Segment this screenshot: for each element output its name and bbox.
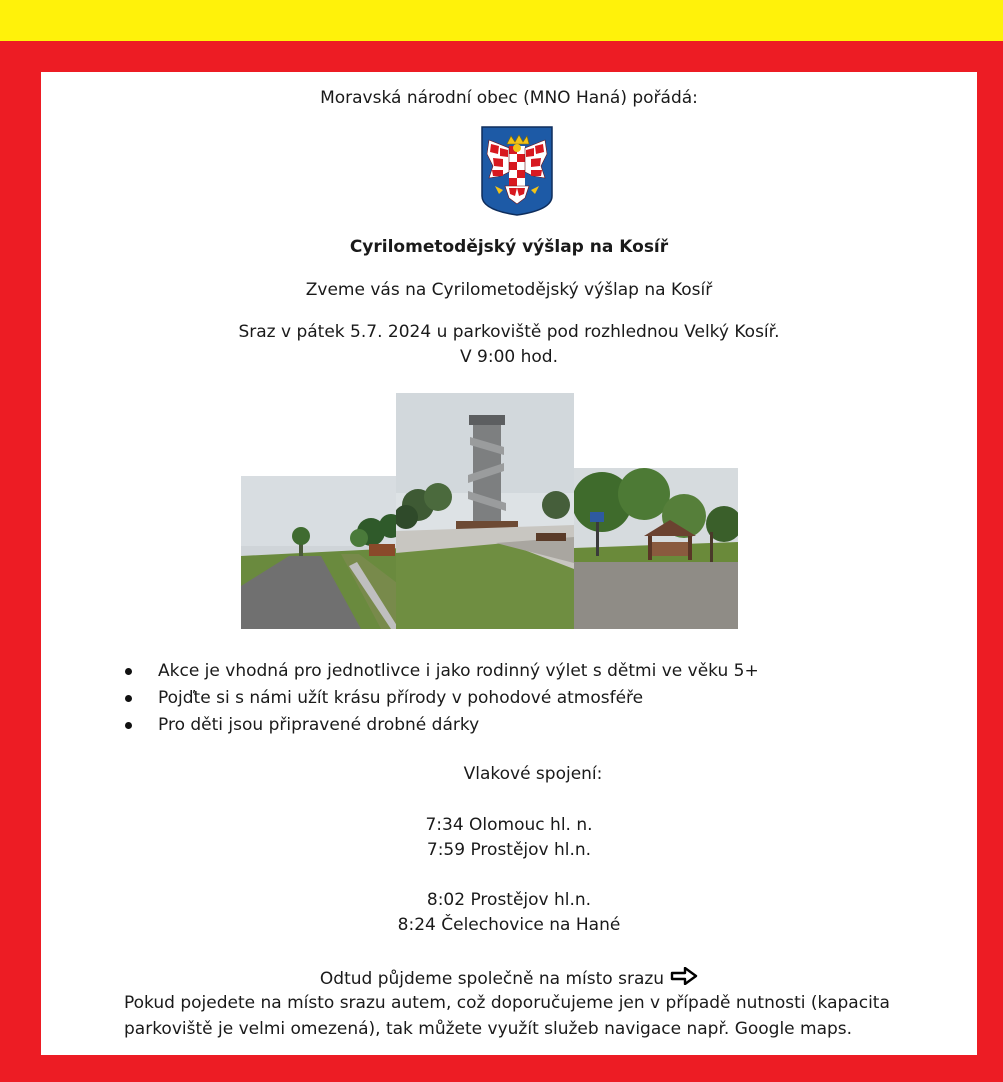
- road-photo-icon: [241, 476, 401, 629]
- bullet-icon: [125, 668, 132, 675]
- car-note-line-1: Pokud pojedete na místo srazu autem, což doporučujeme jen v případě nutnosti (kapacita: [124, 993, 890, 1013]
- list-item: Pro děti jsou připravené drobné dárky: [123, 712, 759, 739]
- train-leg1-arrival: 7:59 Prostějov hl.n.: [426, 840, 592, 860]
- list-item: Akce je vhodná pro jednotlivce i jako rodinný výlet s dětmi ve věku 5+: [123, 658, 759, 685]
- right-arrow-icon: [670, 967, 698, 991]
- invitation-text: Zveme vás na Cyrilometodějský výšlap na Kosíř: [305, 280, 713, 300]
- together-text: Odtud půjdeme společně na místo srazu: [41, 967, 977, 991]
- car-note-line-2: parkoviště je velmi omezená), tak můžete využít služeb navigace např. Google maps.: [124, 1019, 853, 1039]
- organizer-text: Moravská národní obec (MNO Haná) pořádá:: [320, 88, 698, 108]
- meeting-time: V 9:00 hod.: [460, 347, 558, 367]
- moravian-eagle-coat-of-arms-icon: [481, 126, 553, 216]
- event-features-list: [123, 658, 759, 739]
- flyer-page: [41, 72, 977, 1055]
- parking-shelter-photo-icon: [574, 468, 738, 629]
- train-leg1-departure: 7:34 Olomouc hl. n.: [425, 815, 593, 835]
- top-yellow-band: [0, 0, 1003, 41]
- train-leg2-departure: 8:02 Prostějov hl.n.: [426, 890, 592, 910]
- train-leg2-arrival: 8:24 Čelechovice na Hané: [397, 915, 621, 935]
- meeting-text: Sraz v pátek 5.7. 2024 u parkoviště pod rozhlednou Velký Kosíř.: [238, 322, 780, 342]
- event-title: Cyrilometodějský výšlap na Kosíř: [349, 237, 669, 257]
- train-heading: Vlakové spojení:: [463, 764, 603, 784]
- bullet-icon: [125, 695, 132, 702]
- list-item: Pojďte si s námi užít krásu přírody v pohodové atmosféře: [123, 685, 759, 712]
- lookout-tower-photo-icon: [396, 393, 574, 629]
- bullet-icon: [125, 722, 132, 729]
